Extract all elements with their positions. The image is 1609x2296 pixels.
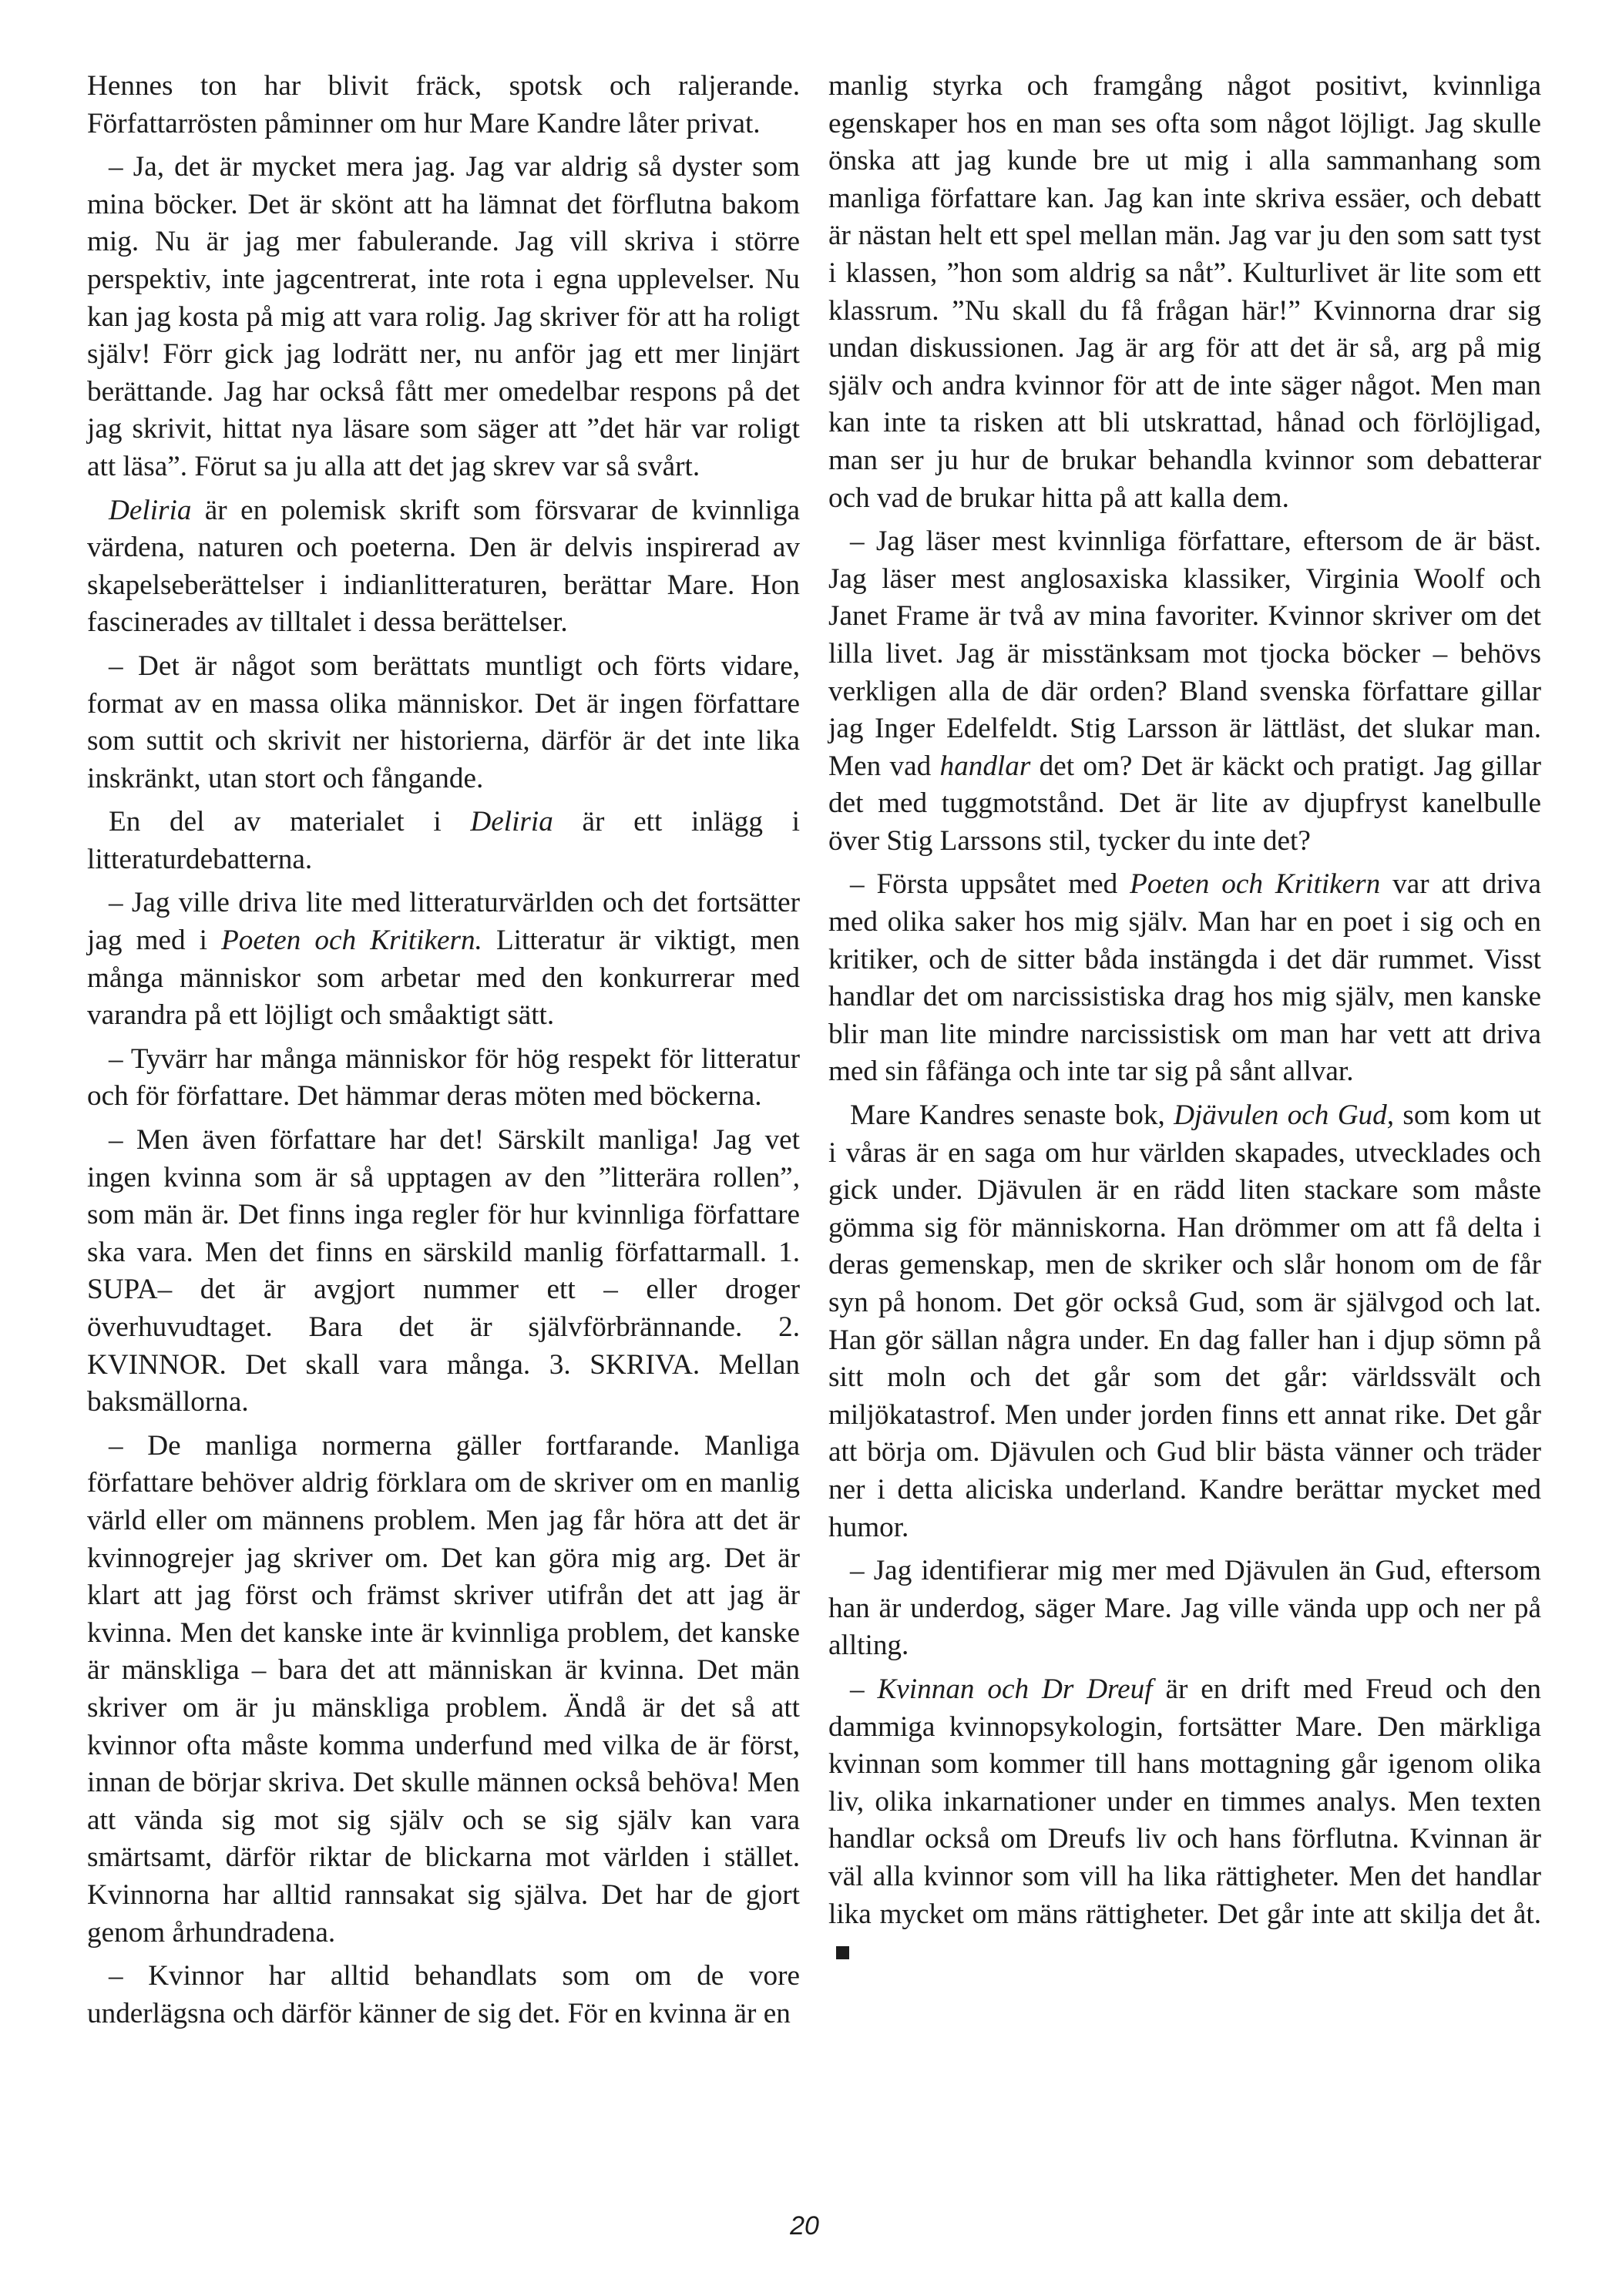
- text-run: –: [850, 1673, 878, 1705]
- text-run: det om? Det är käckt och pratigt. Jag gillar det med tuggmotstånd. Det är lite av djupfryst kanelbulle över Stig Larssons stil, tycker du inte det?: [828, 750, 1541, 857]
- text-run: – Jag läser mest kvinnliga författare, eftersom de är bäst. Jag läser mest anglosaxiska klassiker, Virginia Woolf och Janet Frame är två av mina favoriter. Kvinnor skriver om det lilla livet. Jag är misstänksam mot tjocka böcker – behövs verkligen alla de där orden? Bland svenska författare gillar jag Inger Edelfeldt. Stig Larsson är lättläst, det slukar man. Men vad: [828, 525, 1541, 782]
- text-run: – Första uppsåtet med: [850, 868, 1130, 901]
- text-run: – Men även författare har det! Särskilt manliga! Jag vet ingen kvinna som är så upptagen av den ”litterära rollen”, som män är. Det finns inga regler för hur kvinnliga författare ska vara. Men det finns en särskild manlig författarmall. 1. SUPA– det är avgjort nummer ett – eller droger överhuvudtaget. Bara det är självförbrännande. 2. KVINNOR. Det skall vara många. 3. SKRIVA. Mellan baksmällorna.: [87, 1124, 800, 1418]
- italic-title: Poeten och Kritikern.: [221, 925, 482, 957]
- page-number: 20: [790, 2211, 819, 2241]
- paragraph: [87, 1041, 800, 1116]
- paragraph: [828, 1552, 1541, 1665]
- text-run: – Jag ville driva lite med litteraturvärlden och det fortsätter jag med i: [87, 887, 800, 957]
- italic-title: Deliria: [109, 494, 192, 526]
- end-of-article-square-icon: [836, 1946, 849, 1959]
- text-run: – De manliga normerna gäller fortfarande. Manliga författare behöver aldrig förklara om de skriver om en manlig värld eller om männens problem. Men jag får höra att det är kvinnogrejer jag skriver om. Det kan göra mig arg. Det är klart att jag först och främst skriver utifrån det att jag är kvinna. Men det kanske inte är kvinnliga problem, det kanske är mänskliga – bara det att människan är kvinna. Det män skriver om är ju mänskliga problem. Ändå är det så att kvinnor ofta måste komma underfund med vilka de är först, innan de börjar skriva. Det skulle männen också behöva! Men att vända sig mot sig själv och se sig själv kan vara smärtsamt, därför riktar de blickarna mot världen i stället. Kvinnorna har alltid rannsakat sig själva. Det har de gjort genom århundradena.: [87, 1429, 800, 1949]
- text-run: som kom ut i våras är en saga om hur världen skapades, utvecklades och gick under. Djävulen är en rädd liten stackare som måste gömma sig för människorna. Han drömmer om att få delta i deras gemenskap, men de skriker och slår honom om de får syn på honom. Det gör också Gud, som är självgod och lat. Han gör sällan några under. En dag faller han i djup sömn på sitt moln och det går som det går: världssvält och miljökatastrof. Men under jorden finns ett annat rike. Det går att börja om. Djävulen och Gud blir bästa vänner och träder ner i detta aliciska underland. Kandre berättar mycket med humor.: [828, 1099, 1541, 1543]
- paragraph: [87, 1958, 800, 2032]
- text-run: Hennes ton har blivit fräck, spotsk och raljerande. Författarrösten påminner om hur Mare Kandre låter privat.: [87, 70, 800, 139]
- paragraph: [828, 68, 1541, 517]
- paragraph: [87, 68, 800, 143]
- italic-title: Deliria: [470, 806, 553, 838]
- text-run: – Kvinnor har alltid behandlats som om de vore underlägsna och därför känner de sig det. För en kvinna är en: [87, 1960, 800, 2029]
- text-run: – Jag identifierar mig mer med Djävulen än Gud, eftersom han är underdog, säger Mare. Jag ville vända upp och ner på allting.: [828, 1555, 1541, 1662]
- paragraph: [828, 523, 1541, 860]
- text-run: – Ja, det är mycket mera jag. Jag var aldrig så dyster som mina böcker. Det är skönt att ha lämnat det förflutna bakom mig. Nu är jag mer fabulerande. Jag vill skriva i större perspektiv, inte jagcentrerat, inte rota i egna upplevelser. Nu kan jag kosta på mig att vara rolig. Jag skriver för att ha roligt själv! Förr gick jag lodrätt ner, nu anför jag ett mer linjärt berättande. Jag har också fått mer omedelbar respons på det jag skrivit, hittat nya läsare som säger att ”det här var roligt att läsa”. Förut sa ju alla att det jag skrev var så svårt.: [87, 151, 800, 482]
- text-run: är en polemisk skrift som försvarar de kvinnliga värdena, naturen och poeterna. Den är delvis inspirerad av skapelseberättelser i indianlitteraturen, berättar Mare. Hon fascinerades av tilltalet i dessa berättelser.: [87, 494, 800, 639]
- text-run: – Tyvärr har många människor för hög respekt för litteratur och för författare. Det hämmar deras möten med böckerna.: [87, 1042, 800, 1113]
- paragraph: [87, 648, 800, 797]
- paragraph: [828, 866, 1541, 1091]
- text-run: – Det är något som berättats muntligt och förts vidare, format av en massa olika människor. Det är ingen författare som suttit och skrivit ner historierna, därför är det inte lika inskränkt, utan stort och fångande.: [87, 650, 800, 794]
- paragraph: [87, 1428, 800, 1952]
- paragraph: [87, 1122, 800, 1422]
- text-run: är ett inlägg i litteraturdebatterna.: [87, 806, 800, 875]
- right-text-column: [828, 68, 1541, 1977]
- paragraph: [828, 1671, 1541, 1971]
- text-run: En del av materialet i: [109, 806, 471, 838]
- italic-title: handlar: [939, 750, 1031, 782]
- paragraph: [87, 149, 800, 485]
- text-run: Mare Kandres senaste bok,: [850, 1099, 1174, 1132]
- paragraph: [87, 492, 800, 642]
- text-run: manlig styrka och framgång något positivt, kvinnliga egenskaper hos en man ses ofta som något löjligt. Jag skulle önska att jag kunde bre ut mig i alla sammanhang som manliga författare kan. Jag kan inte skriva essäer, och debatt är nästan helt ett spel mellan män. Jag var ju den som satt tyst i klassen, ”hon som aldrig sa nåt”. Kulturlivet är lite som ett klassrum. ”Nu skall du få frågan här!” Kvinnorna drar sig undan diskussionen. Jag är arg för att det är så, arg på mig själv och andra kvinnor för att de inte säger något. Men man kan inte ta risken att bli utskrattad, hånad och förlöjligad, man ser ju hur de brukar behandla kvinnor som debatterar och vad de brukar hitta på att kalla dem.: [828, 70, 1541, 514]
- paragraph: [828, 1097, 1541, 1546]
- italic-title: Poeten och Kritikern: [1130, 868, 1381, 901]
- text-run: var att driva med olika saker hos mig själv. Man har en poet i sig och en kritiker, och de sitter båda instängda i det där rummet. Visst handlar det om narcissistiska drag hos mig själv, men kanske blir man lite mindre narcissistisk om man har vett att driva med sin fåfänga och inte tar sig på sånt allvar.: [828, 868, 1542, 1088]
- paragraph: [87, 804, 800, 878]
- text-run: är en drift med Freud och den dammiga kvinnopsykologin, fortsätter Mare. Den märkliga kvinnan som kommer till hans mottagning går igenom olika liv, olika inkarnationer under en timmes analys. Men texten handlar också om Dreufs liv och hans förflutna. Kvinnan är väl alla kvinnor som vill ha lika rättigheter. Men det handlar lika mycket om mäns rättigheter. Det går inte att skilja det åt.: [828, 1673, 1541, 1930]
- left-text-column: [87, 68, 800, 2039]
- paragraph: [87, 884, 800, 1034]
- italic-title: Kvinnan och Dr Dreuf: [877, 1673, 1153, 1705]
- italic-title: Djävulen och Gud,: [1174, 1099, 1395, 1132]
- text-run: Litteratur är viktigt, men många människor som arbetar med den konkurrerar med varandra på ett löjligt och småaktigt sätt.: [87, 925, 800, 1032]
